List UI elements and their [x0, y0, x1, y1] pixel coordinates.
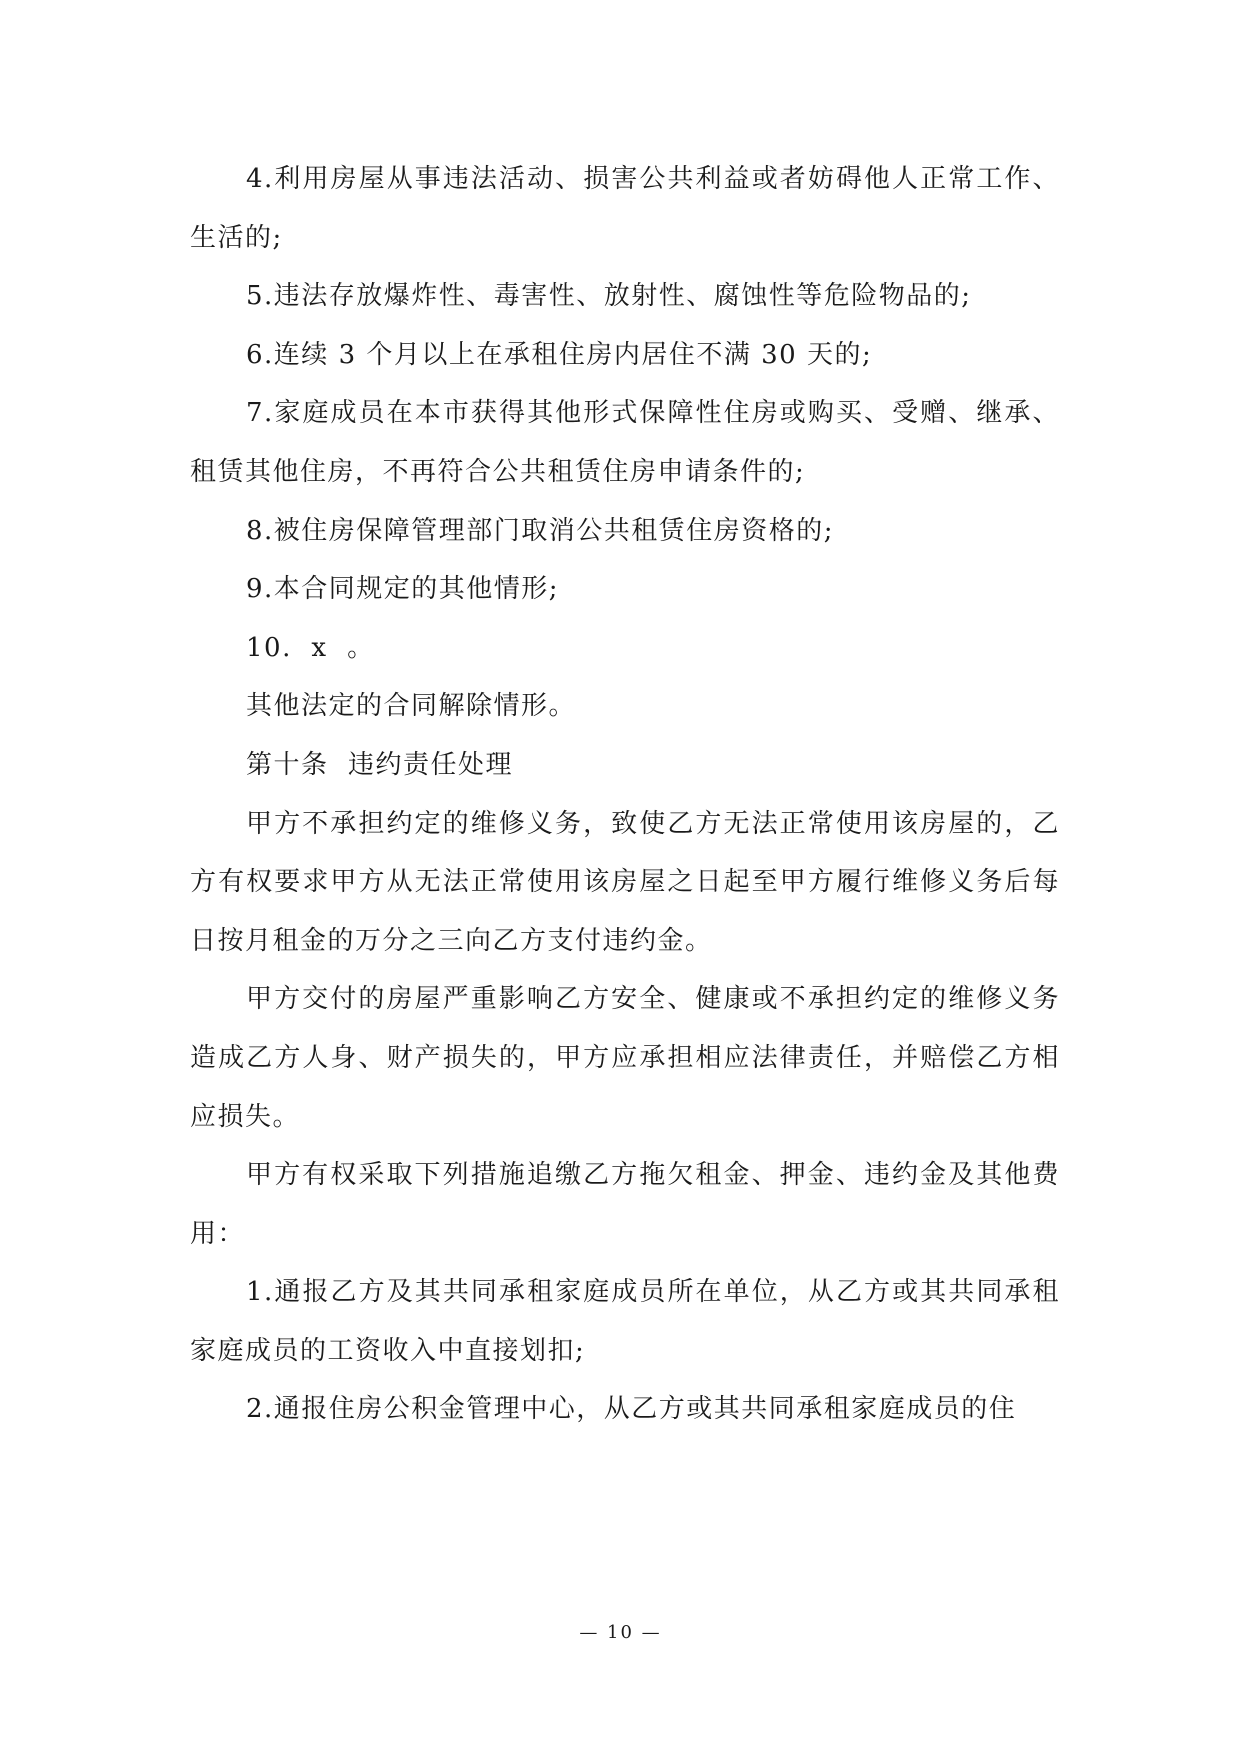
paragraph-collection-measures: 甲方有权采取下列措施追缴乙方拖欠租金、押金、违约金及其他费用：: [190, 1160, 1060, 1249]
paragraph-clause-9: 9.本合同规定的其他情形;: [246, 574, 560, 605]
paragraph-measure-2: 2.通报住房公积金管理中心，从乙方或其共同承租家庭成员的住: [246, 1394, 1017, 1425]
paragraph-measure-1: 1.通报乙方及其共同承租家庭成员所在单位，从乙方或其共同承租家庭成员的工资收入中直接划扣;: [190, 1277, 1060, 1366]
paragraph-repair-obligation: 甲方不承担约定的维修义务，致使乙方无法正常使用该房屋的，乙方有权要求甲方从无法正常使用该房屋之日起至甲方履行维修义务后每日按月租金的万分之三向乙方支付违约金。: [190, 808, 1060, 956]
paragraph-clause-10: 10. x 。: [246, 632, 375, 663]
paragraph-clause-4: 4.利用房屋从事违法活动、损害公共利益或者妨碍他人正常工作、生活的;: [190, 164, 1060, 253]
paragraph-clause-6: 6.连续 3 个月以上在承租住房内居住不满 30 天的;: [246, 339, 873, 370]
document-body: [190, 150, 1060, 1439]
paragraph-other-termination: 其他法定的合同解除情形。: [246, 691, 577, 722]
section-heading-article-10: 第十条 违约责任处理: [246, 749, 514, 780]
page-number: — 10 —: [579, 1622, 662, 1643]
paragraph-clause-7: 7.家庭成员在本市获得其他形式保障性住房或购买、受赠、继承、租赁其他住房，不再符合公共租赁住房申请条件的;: [190, 398, 1060, 487]
paragraph-clause-5: 5.违法存放爆炸性、毒害性、放射性、腐蚀性等危险物品的;: [246, 281, 972, 312]
paragraph-clause-8: 8.被住房保障管理部门取消公共租赁住房资格的;: [246, 515, 835, 546]
paragraph-safety-liability: 甲方交付的房屋严重影响乙方安全、健康或不承担约定的维修义务造成乙方人身、财产损失的，甲方应承担相应法律责任，并赔偿乙方相应损失。: [190, 984, 1060, 1132]
